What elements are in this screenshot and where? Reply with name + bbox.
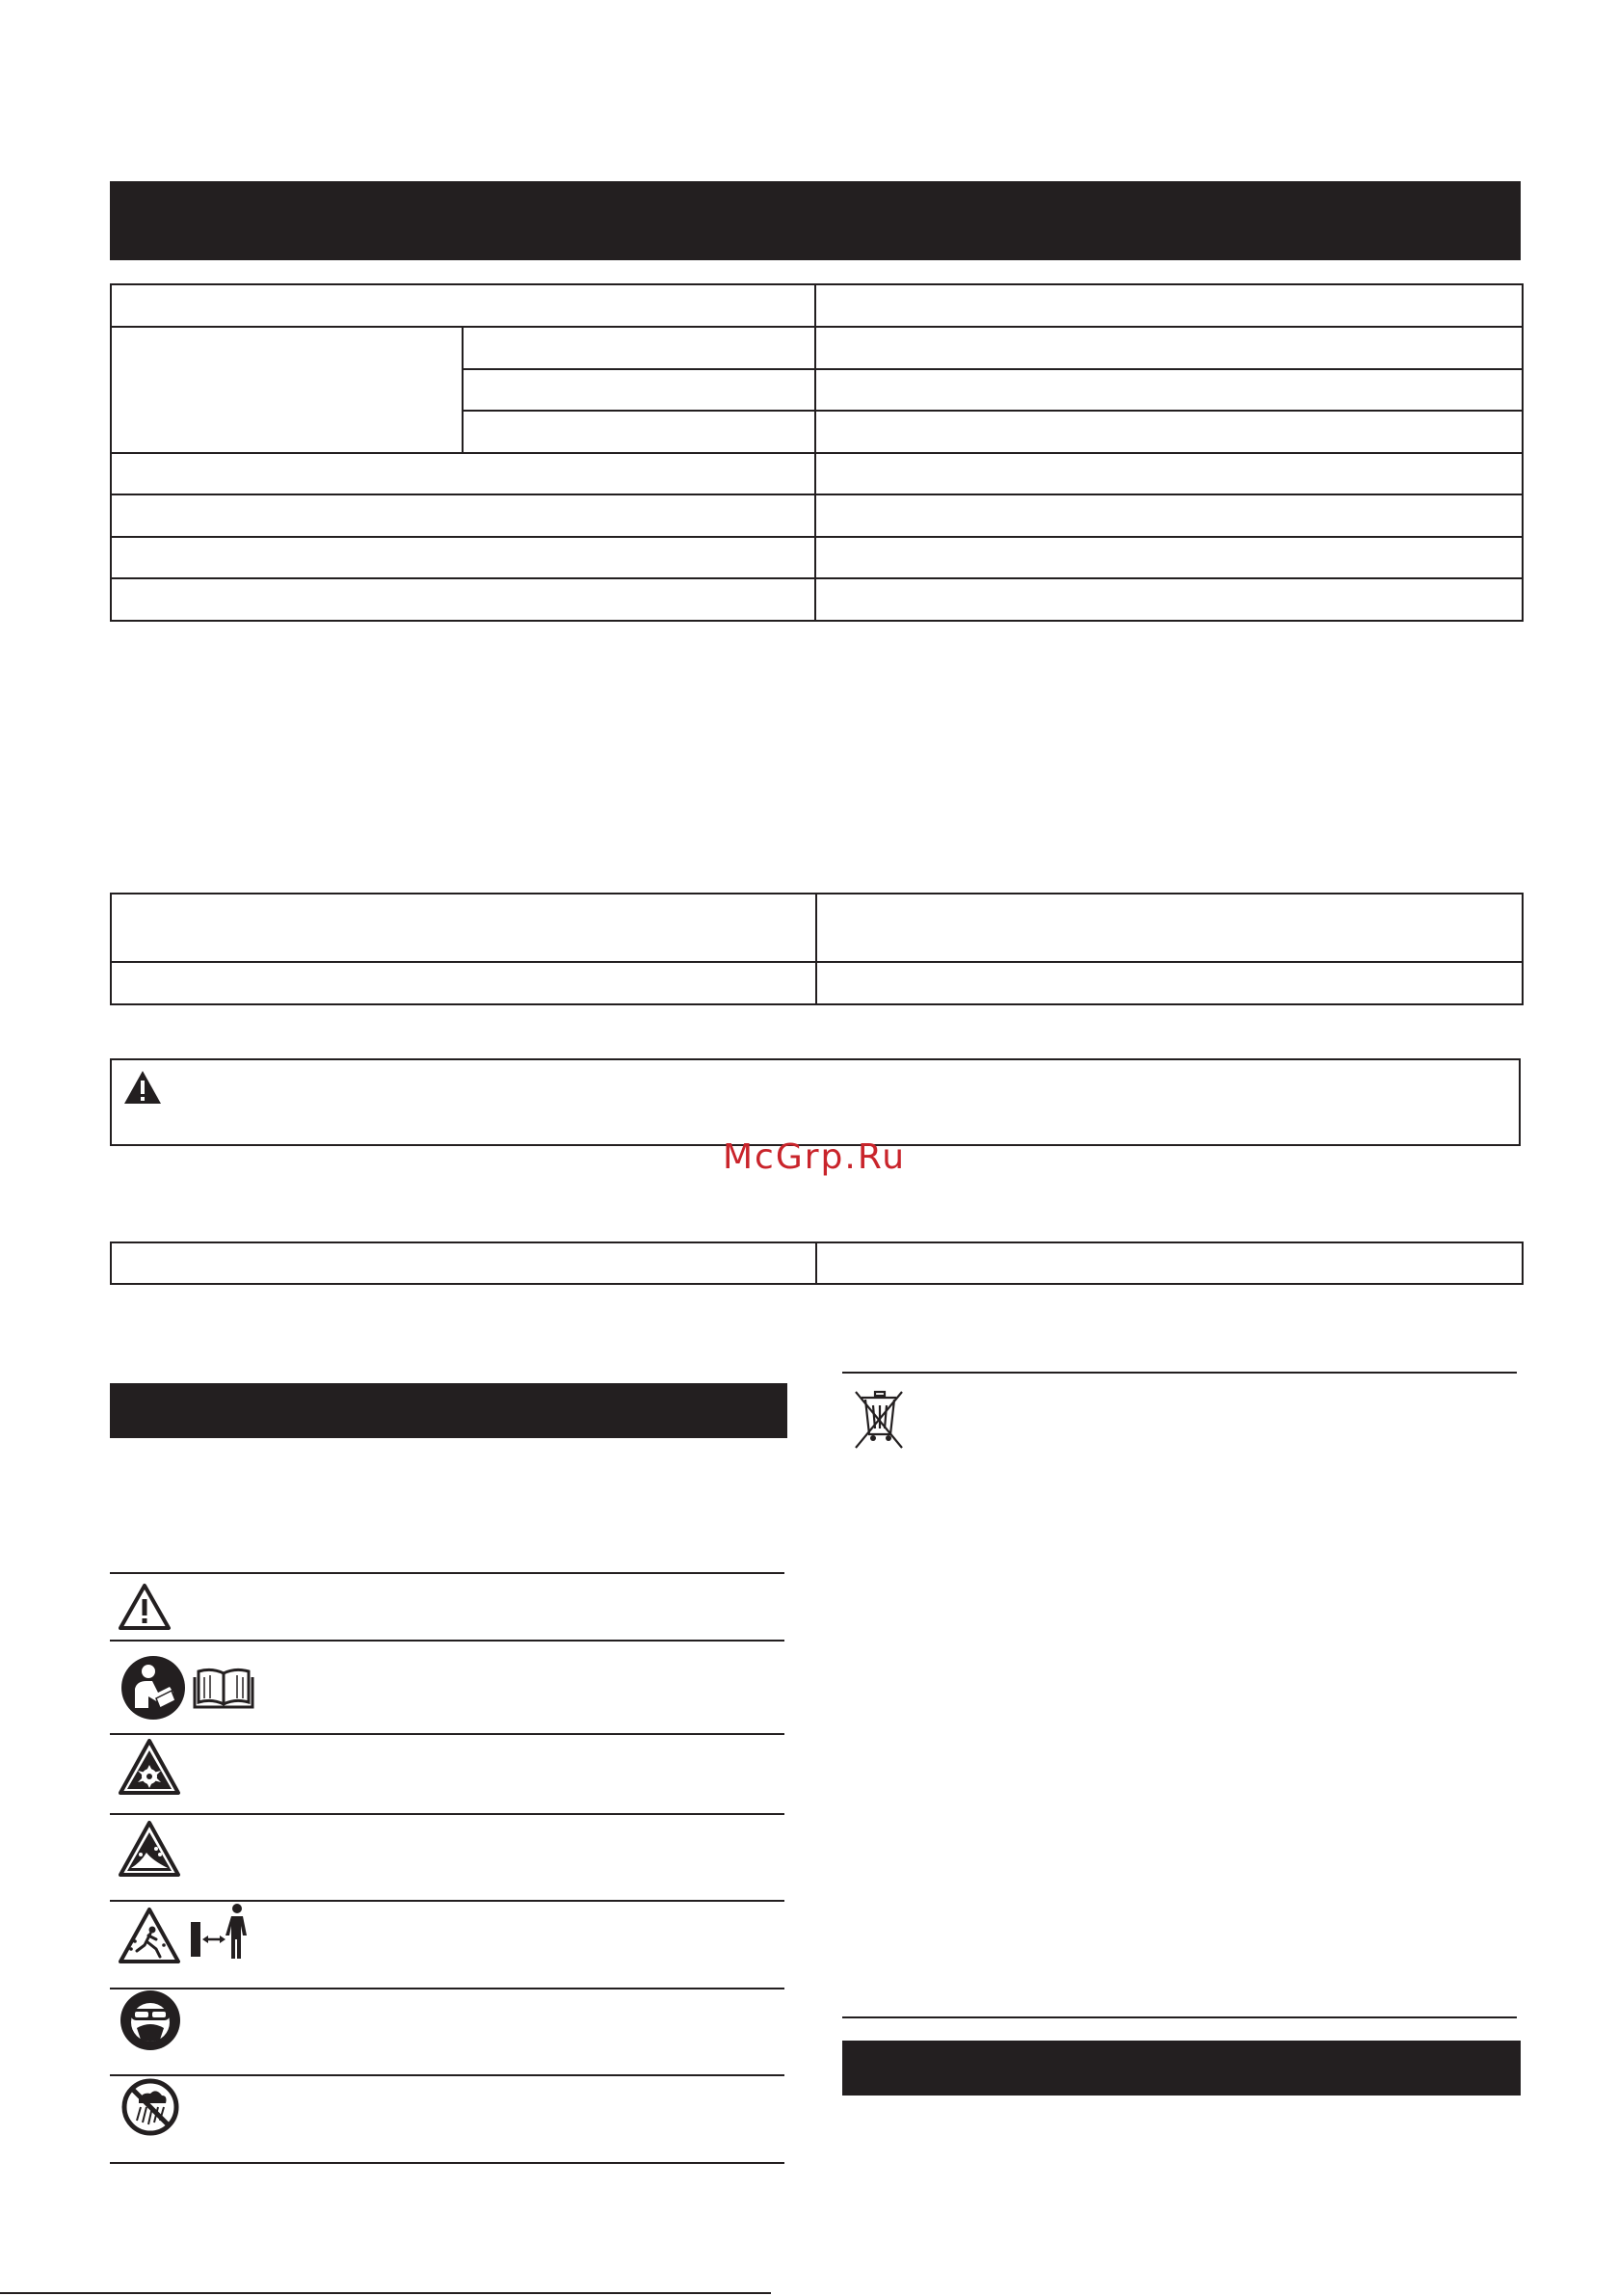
warning-triangle-icon: [118, 1583, 172, 1631]
slippery-hazard-icon: [118, 1820, 181, 1878]
thrown-objects-hazard-icon: [118, 1907, 181, 1964]
table-row: [111, 494, 1523, 537]
divider: [110, 1733, 784, 1735]
vibration-table: [110, 1241, 1524, 1285]
divider: [110, 1640, 784, 1642]
table-row: [111, 537, 1523, 578]
section-header-bar: [110, 181, 1521, 260]
open-book-icon: [193, 1666, 254, 1710]
table-row: [111, 327, 1523, 369]
table-row: [111, 962, 1523, 1004]
warning-box: [110, 1058, 1521, 1146]
symbols-header-bar: [110, 1383, 787, 1438]
table-row: [111, 453, 1523, 494]
divider: [110, 1988, 784, 1989]
warning-triangle-icon: [123, 1070, 162, 1105]
divider: [110, 2162, 784, 2164]
watermark: McGrp.Ru: [723, 1137, 907, 1177]
weee-bin-icon: [852, 1390, 906, 1450]
divider: [842, 1372, 1517, 1374]
divider: [110, 1572, 784, 1574]
table-row: [111, 578, 1523, 621]
table-row: [111, 894, 1523, 962]
specifications-table: [110, 283, 1524, 622]
divider: [110, 2074, 784, 2076]
page-bottom-rule: [0, 2292, 771, 2294]
divider: [842, 2016, 1517, 2018]
goggles-mask-icon: [119, 1989, 181, 2051]
table-row: [111, 284, 1523, 327]
divider: [110, 1900, 784, 1902]
section-header-bar: [842, 2041, 1521, 2096]
table-row: [111, 1242, 1523, 1284]
divider: [110, 1813, 784, 1815]
noise-table: [110, 893, 1524, 1005]
read-manual-icon: [119, 1654, 187, 1722]
keep-distance-icon: [189, 1903, 256, 1961]
no-rain-icon: [121, 2078, 179, 2136]
rotating-blade-hazard-icon: [118, 1738, 181, 1796]
